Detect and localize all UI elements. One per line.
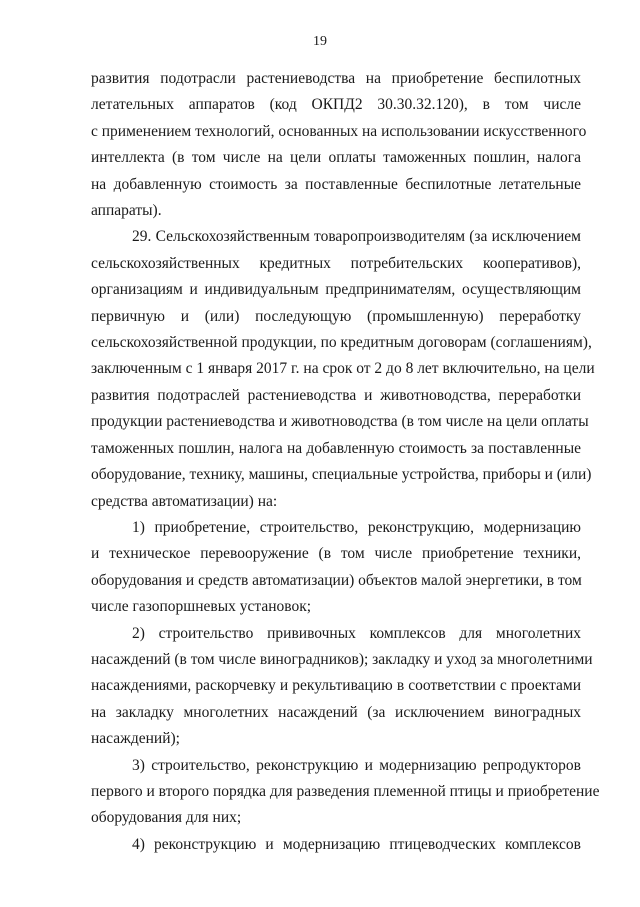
text-line: и техническое перевооружение (в том числе приобретение техники,: [91, 545, 581, 563]
text-line: аппараты).: [91, 202, 162, 220]
text-line: таможенных пошлин, налога на добавленную стоимость за поставленные: [91, 439, 581, 457]
text-line: продукции растениеводства и животноводства (в том числе на цели оплаты: [91, 413, 589, 431]
paragraph-subitem-1: [91, 515, 581, 621]
text-line: на добавленную стоимость за поставленные беспилотные летательные: [91, 175, 581, 193]
text-line: оборудования и средств автоматизации) объектов малой энергетики, в том: [91, 571, 582, 589]
text-line: 1) приобретение, строительство, реконструкцию, модернизацию: [132, 518, 581, 536]
text-line: оборудования для них;: [91, 809, 242, 827]
text-line: оборудование, технику, машины, специальные устройства, приборы и (или): [91, 466, 592, 484]
paragraph-continuation: [91, 66, 587, 224]
text-line: насаждениями, раскорчевку и рекультивацию в соответствии с проектами: [91, 677, 581, 695]
text-line: первого и второго порядка для разведения племенной птицы и приобретение: [91, 782, 600, 800]
text-line: интеллекта (в том числе на цели оплаты таможенных пошлин, налога: [91, 149, 581, 167]
text-line: сельскохозяйственной продукции, по кредитным договорам (соглашениям),: [91, 334, 592, 352]
text-line: 4) реконструкцию и модернизацию птицеводческих комплексов: [132, 835, 581, 853]
text-line: летательных аппаратов (код ОКПД2 30.30.32.120), в том числе: [91, 96, 581, 114]
text-line: развития подотрасли растениеводства на приобретение беспилотных: [91, 70, 581, 87]
text-line: насаждений);: [91, 730, 180, 748]
text-line: 3) строительство, реконструкцию и модернизацию репродукторов: [132, 756, 581, 774]
text-line: организациям и индивидуальным предпринимателям, осуществляющим: [91, 281, 581, 299]
paragraph-subitem-3: [91, 753, 600, 832]
text-line: первичную и (или) последующую (промышленную) переработку: [91, 307, 581, 325]
text-line: числе газопоршневых установок;: [91, 598, 312, 616]
page-number: 19: [313, 34, 327, 49]
paragraph-item-29: [91, 224, 595, 514]
paragraph-subitem-4: [91, 832, 581, 858]
text-line: 2) строительство прививочных комплексов для многолетних: [132, 624, 581, 642]
text-line: насаждений (в том числе виноградников); закладку и уход за многолетними: [91, 650, 593, 668]
paragraph-subitem-2: [91, 621, 593, 753]
text-line: сельскохозяйственных кредитных потребительских кооперативов),: [91, 254, 581, 272]
text-line: на закладку многолетних насаждений (за исключением виноградных: [91, 703, 581, 721]
text-line: средства автоматизации) на:: [91, 492, 278, 510]
text-line: заключенным с 1 января 2017 г. на срок от 2 до 8 лет включительно, на цели: [91, 360, 595, 378]
text-line: 29. Сельскохозяйственным товаропроизводителям (за исключением: [132, 228, 581, 246]
text-line: с применением технологий, основанных на использовании искусственного: [91, 122, 587, 140]
text-line: развития подотраслей растениеводства и животноводства, переработки: [91, 386, 581, 404]
document-body: [91, 66, 600, 858]
